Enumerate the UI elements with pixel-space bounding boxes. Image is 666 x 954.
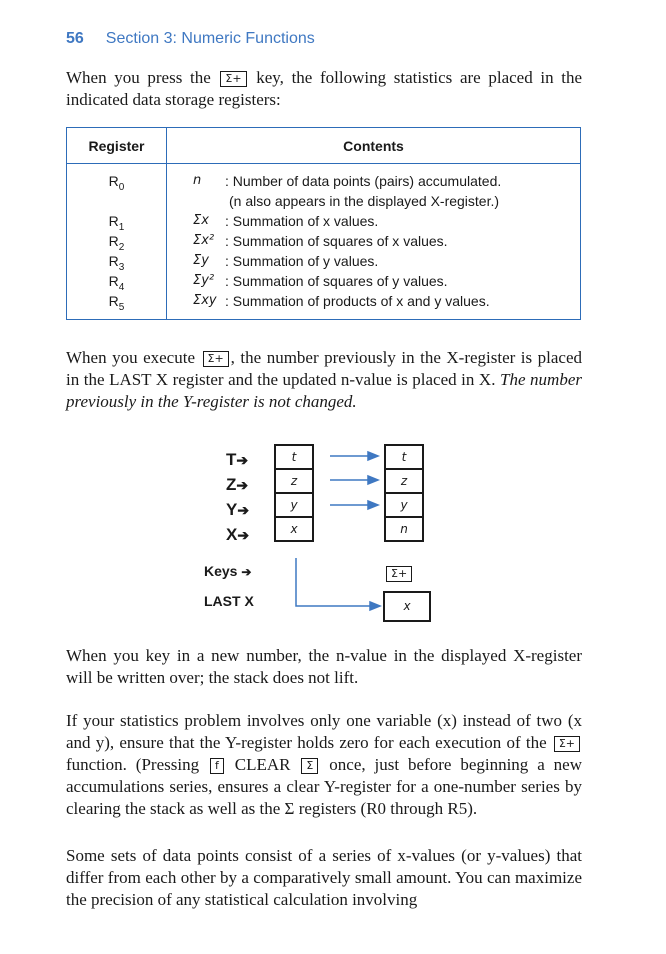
- execute-paragraph: When you execute Σ+ , the number previously in the X-register is placed in the LAST X register and the updated n-value is placed in X. The number previously in the Y-register is not changed.: [66, 348, 582, 411]
- intro-text-1: When you press the: [66, 68, 211, 87]
- section-title: Section 3: Numeric Functions: [105, 30, 315, 47]
- description: (n also appears in the displayed X-register.): [229, 193, 500, 209]
- symbol: n: [193, 173, 202, 188]
- stack-label-t: T➔: [226, 450, 249, 469]
- description: : Summation of squares of x values.: [225, 233, 448, 249]
- arrow-icon: ➔: [236, 452, 249, 468]
- contents-line: [167, 231, 580, 251]
- arrows-svg: [0, 430, 666, 630]
- registers-table: [66, 127, 581, 320]
- sigma-plus-key: Σ+: [554, 736, 580, 752]
- contents-line: [167, 171, 580, 191]
- symbol: Σy: [193, 253, 209, 268]
- precision-paragraph: Some sets of data points consist of a series of x-values (or y-values) that differ from each other by a comparatively small amount. You can maximize the precision of any statistical calculation involving: [66, 846, 582, 909]
- register-label: $R_2$: [108, 233, 125, 253]
- stack-cell: t: [276, 446, 312, 470]
- stack-cell: z: [276, 470, 312, 494]
- symbol: Σy²: [193, 273, 215, 288]
- contents-line: [167, 271, 580, 291]
- lastx-register: x: [383, 591, 431, 622]
- keys-label: Keys ➔: [204, 563, 252, 579]
- arrow-z-head: [368, 476, 378, 484]
- register-label: $R_4$: [108, 273, 125, 293]
- one-variable-paragraph: If your statistics problem involves only one variable (x) instead of two (x and y), ensure that the Y-register holds zero for each execution of the Σ+ function. (Pressing f CLEAR Σ once, just before beginning a new accumulations series, ensures a clear Y-register for a one-number series by clearing the stack as well as the Σ registers (R0 through R5).: [66, 711, 582, 818]
- lastx-arrow: [296, 558, 370, 606]
- symbol: Σxy: [193, 293, 217, 308]
- stack-cell: t: [386, 446, 422, 470]
- symbol: Σx²: [193, 233, 215, 248]
- new-number-paragraph: When you key in a new number, the n-value in the displayed X-register will be written over; the stack does not lift.: [66, 646, 582, 687]
- lastx-arrow-head: [370, 602, 380, 610]
- description: : Number of data points (pairs) accumulated.: [225, 173, 502, 189]
- sigma-key: Σ: [301, 758, 318, 774]
- stack-label-z: Z➔: [226, 475, 249, 494]
- stack-cell: y: [276, 494, 312, 518]
- sigma-plus-key: Σ+: [386, 566, 412, 582]
- stack-cell: n: [400, 522, 408, 536]
- contents-line: [167, 211, 580, 231]
- arrow-y-head: [368, 501, 378, 509]
- lastx-label: LAST X: [204, 593, 254, 609]
- register-label: $R_5$: [108, 293, 125, 313]
- arrow-icon: ➔: [241, 565, 252, 579]
- stack-diagram: [0, 430, 666, 630]
- page-number: 56: [66, 30, 84, 47]
- page-header: [66, 30, 315, 48]
- stack-cell: y: [386, 494, 422, 518]
- description: : Summation of y values.: [225, 253, 379, 269]
- register-label: $R_3$: [108, 253, 125, 273]
- table-body: [67, 164, 581, 320]
- table-header-row: [67, 128, 581, 164]
- symbol: Σx: [193, 213, 209, 228]
- arrow-icon: ➔: [237, 502, 250, 518]
- register-label: $R_0$: [108, 173, 125, 193]
- intro-paragraph: [66, 67, 582, 111]
- stack-label-y: Y➔: [226, 500, 250, 519]
- sigma-plus-key: Σ+: [220, 71, 246, 87]
- arrow-icon: ➔: [237, 527, 250, 543]
- col-contents: Contents: [167, 128, 581, 164]
- italic-note: The number previously in the Y-register is not changed.: [66, 370, 582, 411]
- arrow-icon: ➔: [236, 477, 249, 493]
- description: : Summation of products of x and y values.: [225, 293, 490, 309]
- col-register: Register: [67, 128, 167, 164]
- contents-line: [167, 291, 580, 311]
- intro-text-2: key, the following statistics are placed in the indicated data storage registers:: [66, 68, 582, 109]
- stack-cell: x: [290, 522, 298, 536]
- description: : Summation of squares of y values.: [225, 273, 448, 289]
- stack-label-x: X➔: [226, 525, 250, 544]
- description: : Summation of x values.: [225, 213, 379, 229]
- contents-line: [167, 191, 580, 211]
- sigma-plus-key: Σ+: [203, 351, 229, 367]
- register-label: $R_1$: [108, 213, 125, 233]
- stack-cell: z: [386, 470, 422, 494]
- contents-line: [167, 251, 580, 271]
- f-key: f: [210, 758, 224, 774]
- arrow-t-head: [368, 452, 378, 460]
